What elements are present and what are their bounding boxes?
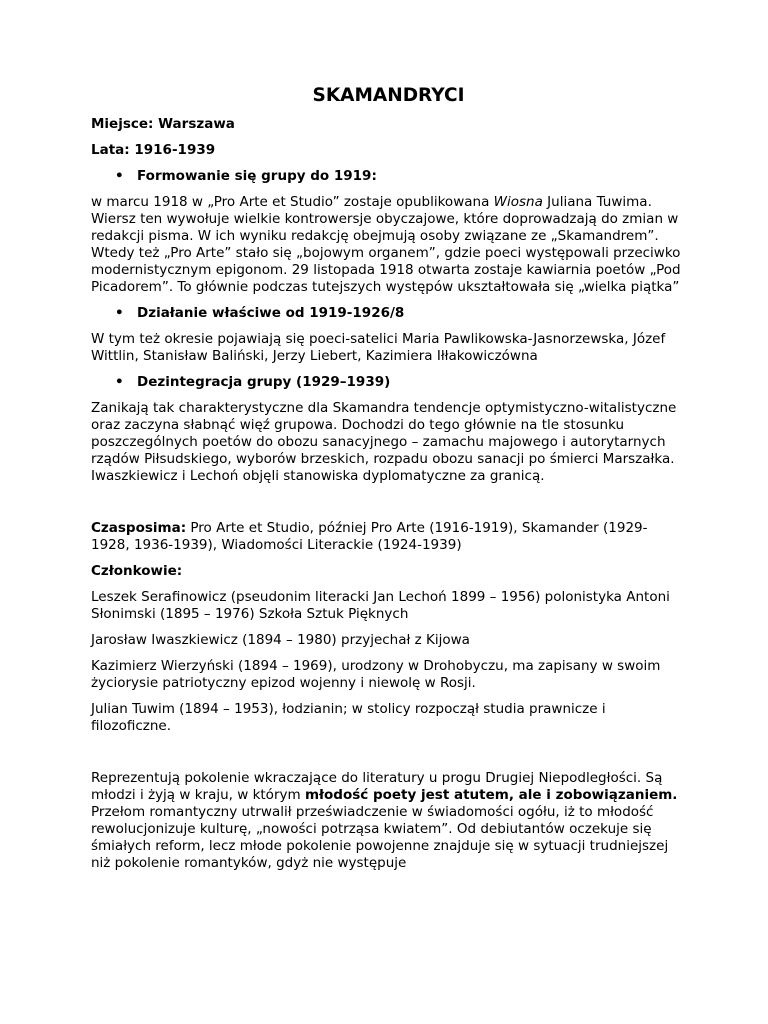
periodicals-label: Czasposima: <box>91 520 187 536</box>
periodicals-paragraph <box>91 520 686 554</box>
member-item: Jarosław Iwaszkiewicz (1894 – 1980) przyjechał z Kijowa <box>91 632 470 648</box>
closing-paragraph <box>91 770 686 872</box>
closing-text-b: Przełom romantyczny utrwalił przeświadczenie w świadomości ogółu, iż to młodość rewolucjonizuje kulturę, „nowości potrząsa kwiatem”. Od debiutantów oczekuje się śmiałych reform, lecz młode pokolenie powojenne znajduje się w sytuacji trudniejszej niż pokolenie romantyków, gdyż nie występuje <box>91 804 669 871</box>
member-item: Julian Tuwim (1894 – 1953), łodzianin; w stolicy rozpoczął studia prawnicze i filozoficzne. <box>91 701 606 734</box>
members-label: Członkowie: <box>91 563 183 579</box>
section-3-list <box>91 374 686 391</box>
section-1-paragraph <box>91 194 686 296</box>
section-3-heading: • Dezintegracja grupy (1929–1939) <box>137 374 686 391</box>
section-1-heading: • Formowanie się grupy do 1919: <box>137 168 686 185</box>
document-body <box>91 84 686 881</box>
spacer <box>91 744 686 770</box>
section-2-heading: • Działanie właściwe od 1919-1926/8 <box>137 305 686 322</box>
page-title: SKAMANDRYCI <box>312 85 465 106</box>
section-2-list <box>91 305 686 322</box>
member-item: Leszek Serafinowicz (pseudonim literacki Jan Lechoń 1899 – 1956) polonistyka Antoni Słonimski (1895 – 1976) Szkoła Sztuk Pięknych <box>91 589 670 622</box>
closing-bold-text: młodość poety jest atutem, ale i zobowiązaniem. <box>304 787 678 803</box>
member-item: Kazimierz Wierzyński (1894 – 1969), urodzony w Drohobyczu, ma zapisany w swoim życiorysie patriotyczny epizod wojenny i niewolę w Rosji. <box>91 658 661 691</box>
section-1-italic-title: Wiosna <box>493 194 543 210</box>
section-2-paragraph: W tym też okresie pojawiają się poeci-satelici Maria Pawlikowska-Jasnorzewska, Józef Wittlin, Stanisław Baliński, Jerzy Liebert, Kazimiera Iłłakowiczówna <box>91 331 666 364</box>
spacer <box>91 494 686 520</box>
section-1-list <box>91 168 686 185</box>
periodicals-text: Pro Arte et Studio, później Pro Arte (1916-1919), Skamander (1929-1928, 1936-1939), Wiadomości Literackie (1924-1939) <box>91 520 648 553</box>
section-1-text-a: w marcu 1918 w „Pro Arte et Studio” zostaje opublikowana <box>91 194 494 210</box>
section-1-text-b: Juliana Tuwima. Wiersz ten wywołuje wielkie kontrowersje obyczajowe, które doprowadzają do zmian w redakcji pisma. W ich wyniku redakcję obejmują osoby związane ze „Skamandrem”. Wtedy też „Pro Arte” stało się „bojowym organem”, gdzie poeci występowali przeciwko modernistycznym epigonom. 29 listopada 1918 otwarta zostaje kawiarnia poetów „Pod Picadorem”. To głównie podczas tutejszych występów ukształtowała się „wielka piątka” <box>91 194 681 295</box>
closing-text-a: Reprezentują pokolenie wkraczające do literatury u progu Drugiej Niepodległości. Są młodzi i żyją w kraju, w którym <box>91 770 663 803</box>
section-3-paragraph: Zanikają tak charakterystyczne dla Skamandra tendencje optymistyczno-witalistyczne oraz zaczyna słabnąć więź grupowa. Dochodzi do tego głównie na tle stosunku poszczególnych poetów do obozu sanacyjnego – zamachu majowego i autorytarnych rządów Piłsudskiego, wyborów brzeskich, rozpadu obozu sanacji po śmierci Marszałka. Iwaszkiewicz i Lechoń objęli stanowiska dyplomatyczne za granicą. <box>91 400 677 484</box>
place-line: Miejsce: Warszawa <box>91 116 235 132</box>
years-line: Lata: 1916-1939 <box>91 142 216 158</box>
